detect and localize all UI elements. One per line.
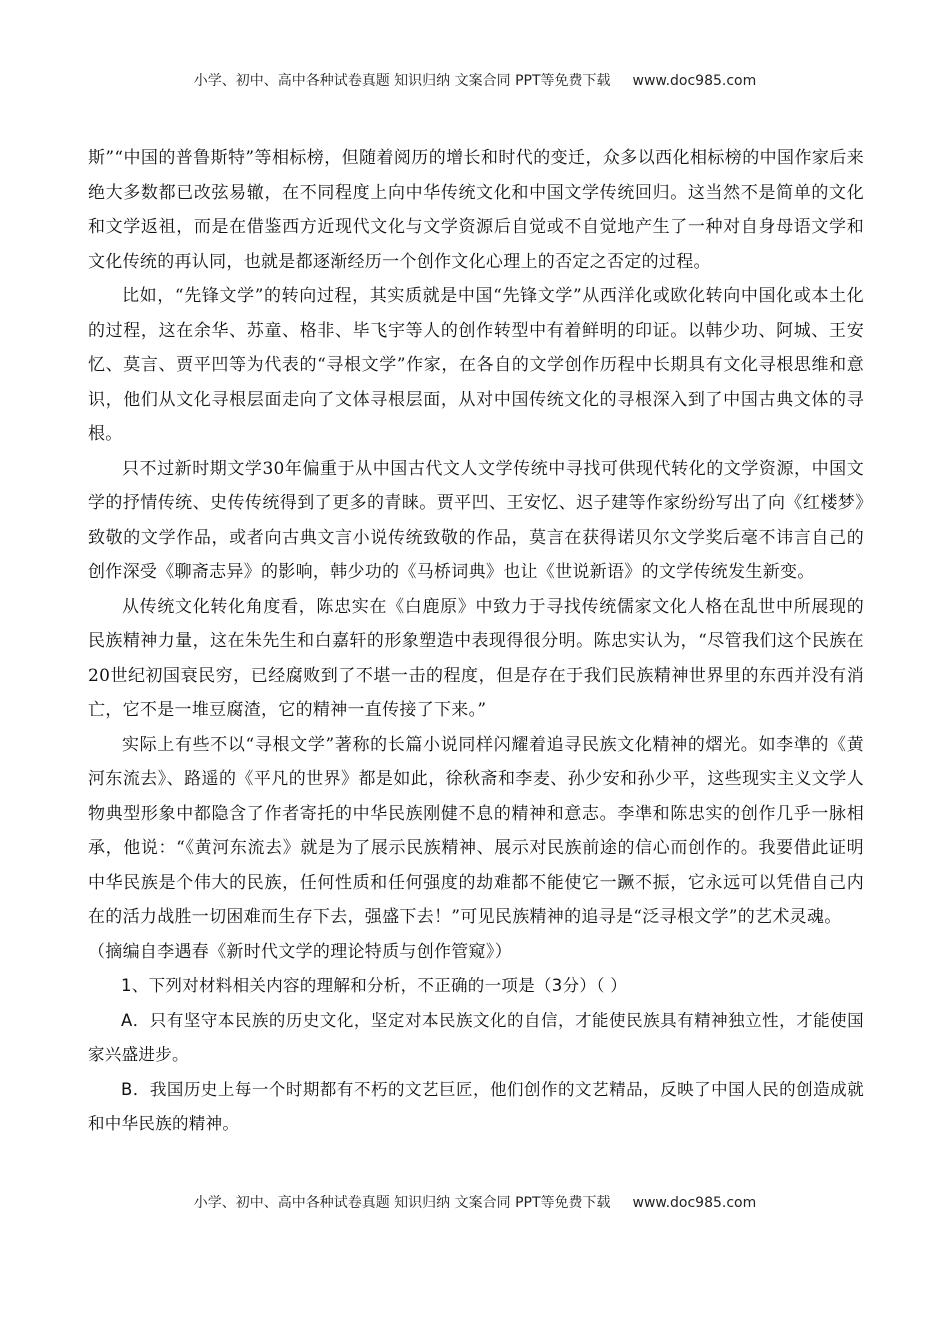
option-b: B．我国历史上每一个时期都有不朽的文艺巨匠，他们创作的文艺精品，反映了中国人民的创造成就和中华民族的精神。 — [88, 1079, 864, 1133]
document-body — [88, 141, 864, 1142]
option-a: A．只有坚守本民族的历史文化，坚定对本民族文化的自信，才能使民族具有精神独立性，才能使国家兴盛进步。 — [88, 1010, 864, 1064]
header-site-link[interactable]: www.doc985.com — [632, 73, 757, 89]
footer-site-link[interactable]: www.doc985.com — [632, 1195, 757, 1211]
paragraph-2: 比如，“先锋文学”的转向过程，其实质就是中国“先锋文学”从西洋化或欧化转向中国化或本土化的过程，这在余华、苏童、格非、毕飞宇等人的创作转型中有着鲜明的印证。以韩少功、阿城、王安忆、莫言、贾平凹等为代表的“寻根文学”作家，在各自的文学创作历程中长期具有文化寻根思维和意识，他们从文化寻根层面走向了文体寻根层面，从对中国传统文化的寻根深入到了中国古典文体的寻根。 — [88, 286, 864, 444]
source-citation: （摘编自李遇春《新时代文学的理论特质与创作管窥》） — [88, 941, 512, 962]
page-header — [0, 70, 950, 90]
paragraph-4: 从传统文化转化角度看，陈忠实在《白鹿原》中致力于寻找传统儒家文化人格在乱世中所展现的民族精神力量，这在朱先生和白嘉轩的形象塑造中表现得很分明。陈忠实认为，“尽管我们这个民族在20世纪初国衰民穷，已经腐败到了不堪一击的程度，但是存在于我们民族精神世界里的东西并没有消亡，它不是一堆豆腐渣，它的精神一直传接了下来。” — [88, 596, 864, 720]
question-stem: 1、下列对材料相关内容的理解和分析，不正确的一项是（3分）（ ） — [121, 976, 628, 995]
header-text: 小学、初中、高中各种试卷真题 知识归纳 文案合同 PPT等免费下载 — [193, 73, 611, 89]
footer-text: 小学、初中、高中各种试卷真题 知识归纳 文案合同 PPT等免费下载 — [193, 1195, 611, 1211]
paragraph-3: 只不过新时期文学30年偏重于从中国古代文人文学传统中寻找可供现代转化的文学资源，中国文学的抒情传统、史传传统得到了更多的青睐。贾平凹、王安忆、迟子建等作家纷纷写出了向《红楼梦》致敬的文学作品，或者向古典文言小说传统致敬的作品，莫言在获得诺贝尔文学奖后毫不讳言自己的创作深受《聊斋志异》的影响，韩少功的《马桥词典》也让《世说新语》的文学传统发生新变。 — [88, 458, 864, 582]
page-footer — [0, 1192, 950, 1212]
paragraph-1: 斯”“中国的普鲁斯特”等相标榜，但随着阅历的增长和时代的变迁，众多以西化相标榜的中国作家后来绝大多数都已改弦易辙，在不同程度上向中华传统文化和中国文学传统回归。这当然不是简单的文化和文学返祖，而是在借鉴西方近现代文化与文学资源后自觉或不自觉地产生了一种对自身母语文学和文化传统的再认同，也就是都逐渐经历一个创作文化心理上的否定之否定的过程。 — [88, 148, 864, 272]
paragraph-5: 实际上有些不以“寻根文学”著称的长篇小说同样闪耀着追寻民族文化精神的熠光。如李凖的《黄河东流去》、路遥的《平凡的世界》都是如此，徐秋斋和李麦、孙少安和孙少平，这些现实主义文学人物典型形象中都隐含了作者寄托的中华民族刚健不息的精神和意志。李凖和陈忠实的创作几乎一脉相承，他说：“《黄河东流去》就是为了展示民族精神、展示对民族前途的信心而创作的。我要借此证明中华民族是个伟大的民族，任何性质和任何强度的劫难都不能使它一蹶不振，它永远可以凭借自己内在的活力战胜一切困难而生存下去，强盛下去！”可见民族精神的追寻是“泛寻根文学”的艺术灵魂。 — [88, 734, 864, 927]
